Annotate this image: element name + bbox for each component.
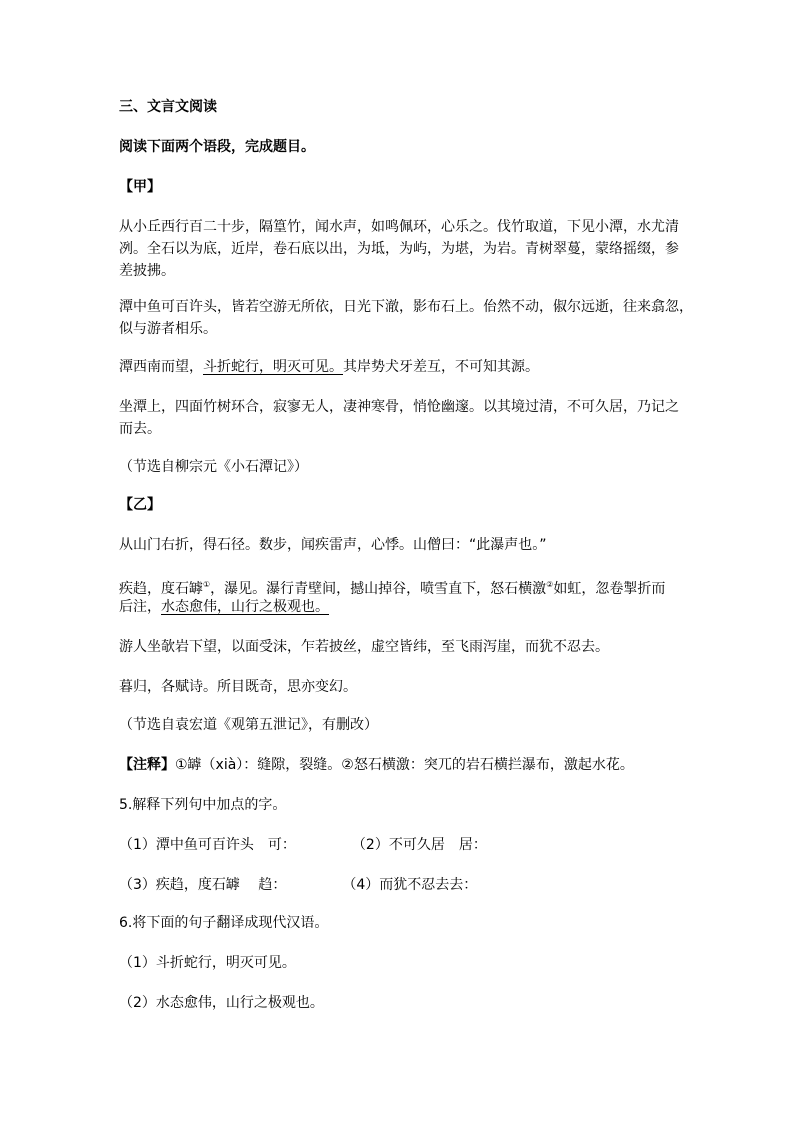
question-6-item-2: （2）水态愈伟，山行之极观也。 bbox=[119, 995, 324, 1011]
notes-text: ①罅（xià）：缝隙，裂缝。②怒石横激：突兀的岩石横拦瀑布，激起水花。 bbox=[175, 757, 634, 773]
yi-p2-line2: 后注，水态愈伟，山行之极观也。 bbox=[119, 599, 329, 615]
question-5-item-1: （1）潭中鱼可百许头 可： bbox=[119, 837, 296, 853]
jia-p3-end: 其岸势犬牙差互，不可知其源。 bbox=[343, 359, 539, 375]
jia-p3 bbox=[119, 356, 679, 378]
question-5-item-4: （4）而犹不忍去去： bbox=[342, 877, 478, 893]
jia-source: （节选自柳宗元《小石潭记》） bbox=[119, 459, 308, 475]
question-5-item-2: （2）不可久居 居： bbox=[351, 837, 487, 853]
jia-p3-start: 潭西南而望， bbox=[119, 359, 203, 375]
jia-p1-line1: 从小丘西行百二十步，隔篁竹，闻水声，如鸣佩环，心乐之。伐竹取道，下见小潭，水尤清 bbox=[119, 219, 679, 235]
section-heading: 三、文言文阅读 bbox=[119, 99, 217, 115]
passage-yi-label: 【乙】 bbox=[119, 497, 161, 513]
jia-p1-line2: 冽。全石以为底，近岸，卷石底以出，为坻，为屿，为堪，为岩。青树翠蔓，蒙络摇缀，参 bbox=[119, 241, 679, 257]
question-6-title: 6.将下面的句子翻译成现代汉语。 bbox=[119, 915, 329, 931]
footnote-ref-1: ① bbox=[203, 580, 211, 589]
yi-p4: 暮归，各赋诗。所目既奇，思亦变幻。 bbox=[119, 679, 357, 695]
footnote-ref-2: ② bbox=[546, 580, 554, 589]
question-5-item-3: （3）疾趋，度石罅 趋： bbox=[119, 877, 287, 893]
yi-source: （节选自袁宏道《观第五泄记》，有删改） bbox=[119, 717, 378, 733]
jia-p1-line3: 差披拂。 bbox=[119, 263, 175, 279]
jia-p4-line1: 坐潭上，四面竹树环合，寂寥无人，凄神寒骨，悄怆幽邃。以其境过清，不可久居，乃记之 bbox=[119, 399, 679, 415]
yi-p2-underlined-sentence: 水态愈伟，山行之极观也。 bbox=[161, 599, 329, 615]
reading-instruction: 阅读下面两个语段，完成题目。 bbox=[119, 139, 315, 155]
question-6-item-1: （1）斗折蛇行，明灭可见。 bbox=[119, 955, 296, 971]
jia-p2-line1: 潭中鱼可百许头，皆若空游无所依，日光下澈，影布石上。佁然不动，俶尔远逝，往来翕忽， bbox=[119, 299, 693, 315]
yi-p1: 从山门右折，得石径。数步，闻疾雷声，心悸。山僧曰：“此瀑声也。” bbox=[119, 537, 547, 553]
question-5-row-2 bbox=[119, 874, 679, 896]
yi-p3: 游人坐欹岩下望，以面受沫，乍若披丝，虚空皆纬，至飞雨泻崖，而犹不忍去。 bbox=[119, 639, 609, 655]
jia-p3-underlined-sentence: 斗折蛇行，明灭可见。 bbox=[203, 359, 343, 375]
passage-jia-label: 【甲】 bbox=[119, 179, 161, 195]
notes bbox=[119, 754, 679, 776]
question-5-row-1 bbox=[119, 834, 679, 856]
jia-p4-line2: 而去。 bbox=[119, 421, 161, 437]
question-5-title: 5.解释下列句中加点的字。 bbox=[119, 797, 287, 813]
jia-p2-line2: 似与游者相乐。 bbox=[119, 321, 217, 337]
yi-p2-line1: 疾趋，度石罅①，瀑见。瀑行青壁间，撼山掉谷，喷雪直下，怒石横激②如虹，忽卷掣折而 bbox=[119, 580, 666, 597]
notes-label: 【注释】 bbox=[119, 757, 175, 773]
